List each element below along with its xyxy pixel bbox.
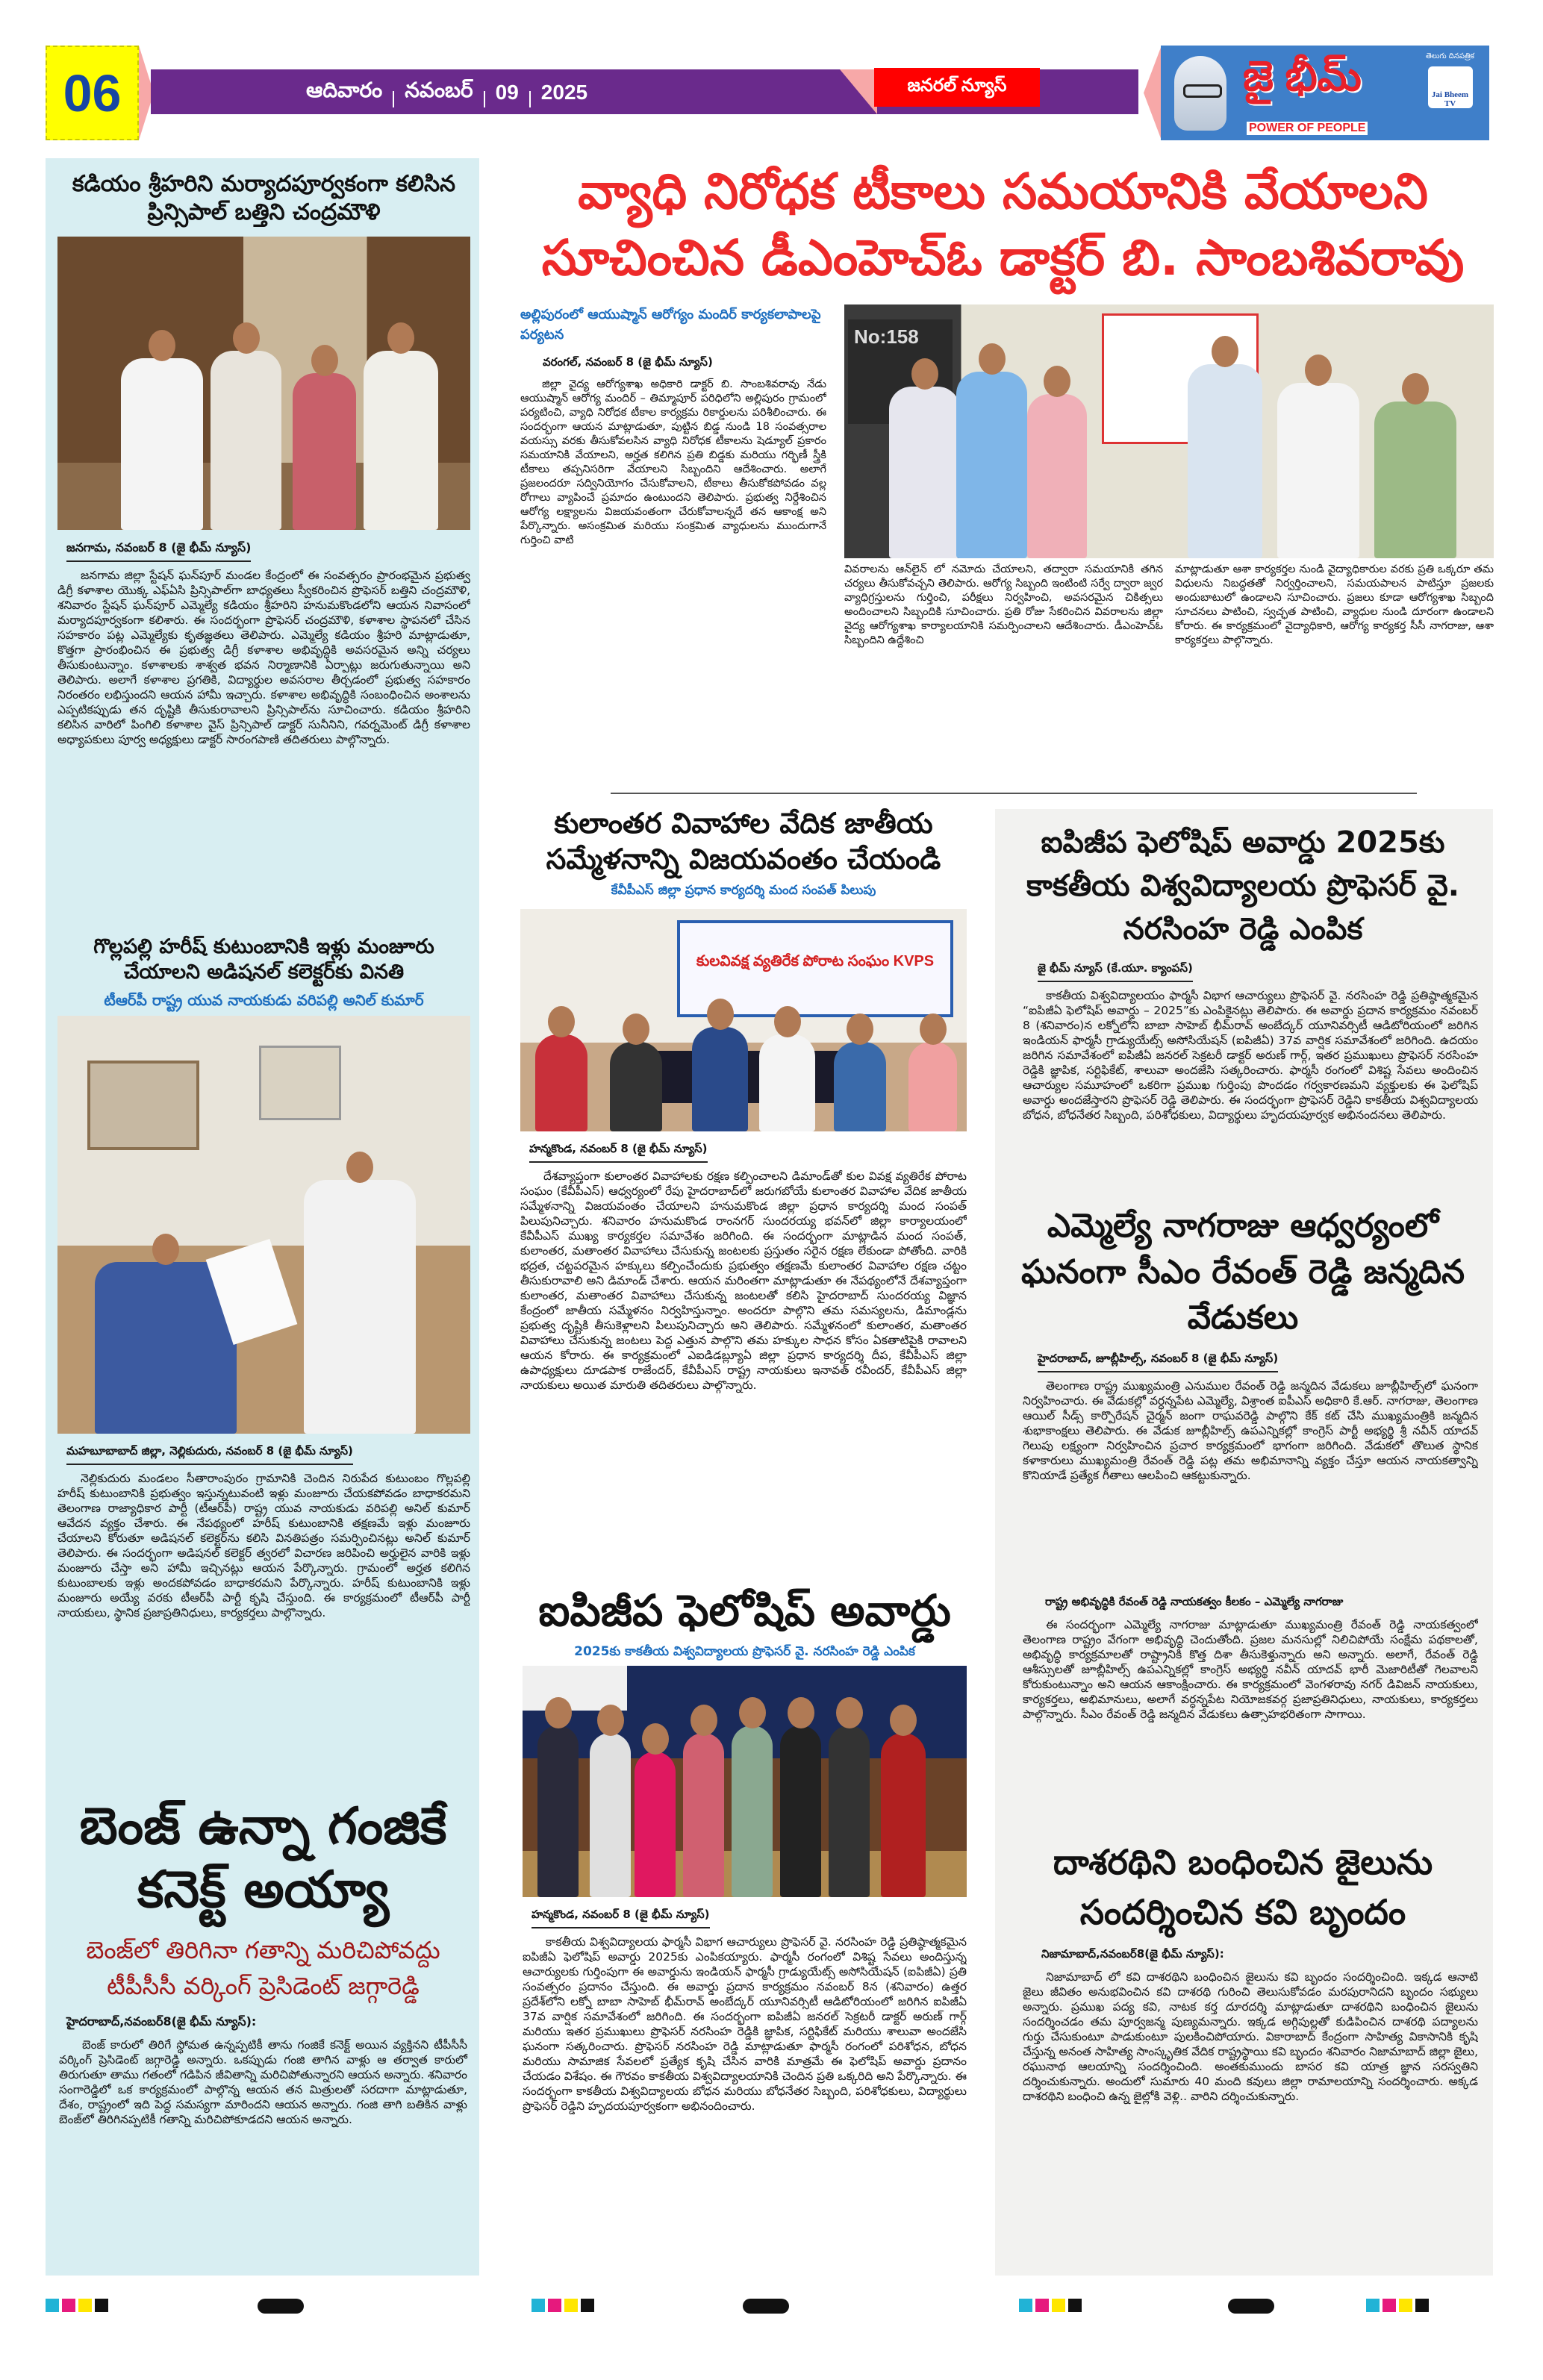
article-paragraph: జిల్లా వైద్య ఆరోగ్యశాఖ అధికారి డాక్టర్ బి. సాంబశివరావు నేడు ఆయుష్మాన్ ఆరోగ్య మందిర్ – తిమ్మాపూర్ పరిధిలోని అల్లిపురం గ్రామంలో పర్యటించి, వ్యాధి నిరోధక టీకాల కార్యక్రమ రికార్డులను పరిశీలించారు. ఈ సందర్భంగా ఆయన మాట్లాడుతూ, పుట్టిన బిడ్డ నుండి 18 సంవత్సరాల వయస్సు వరకు తీసుకోవలసిన వ్యాధి నిరోధక టీకాలను షెడ్యూల్ ప్రకారం సమయానికి వేయాలని, అర్హత కలిగిన ప్రతి బిడ్డకు మరియు గర్భిణీ స్త్రీకి టీకాలు తప్పనిసరిగా వేయాలని సిబ్బందిని ఆదేశించారు. అలాగే ప్రజలందరూ సద్వినియోగం చేసుకోవాలని, టీకాలు తీసుకోకపోవడం వల్ల రోగాలు వ్యాపించే ప్రమాదం ఉంటుందని తెలిపారు. ప్రభుత్వ నిర్దేశించిన ఆరోగ్య లక్ష్యాలను విజయవంతంగా చేరుకోవాలన్నదే తన ఆకాంక్ష అని పేర్కొన్నారు. అసంక్రమిత మరియు సంక్రమిత వ్యాధులను ముందుగానే గుర్తించి వాటి [520, 378, 826, 547]
article-ipga-right [1008, 821, 1478, 1194]
article-paragraph: తెలంగాణ రాష్ట్ర ముఖ్యమంత్రి ఎనుముల రేవంత్ రెడ్డి జన్మదిన వేడుకలు జూబ్లీహిల్స్‌లో ఘనంగా నిర్వహించారు. ఈ వేడుకల్లో వర్ధన్నపేట ఎమ్మెల్యే, విశ్రాంత ఐపీఎస్ అధికారి కే.ఆర్. నాగరాజు, తెలంగాణ ఆయిల్ సీడ్స్ కార్పొరేషన్ చైర్మన్ జంగా రాఘవరెడ్డి పాల్గొని కేక్ కట్ చేసి ముఖ్యమంత్రికి జన్మదిన శుభాకాంక్షలు తెలిపారు. ఈ వేడుక జూబ్లీహిల్స్ ఉపఎన్నికల్లో కాంగ్రెస్ పార్టీ అభ్యర్థి శ్రీ నవీన్ యాదవ్ గెలుపు లక్ష్యంగా నిర్వహించిన ప్రచార కార్యక్రమంలో భాగంగా జరిగింది. వేడుకలో తొలుత స్థానిక కళాకారులు ముఖ్యమంత్రి రేవంత్ రెడ్డి పట్ల తమ అభిమానాన్ని వ్యక్తం చేస్తూ ఆయన నాయకత్వాన్ని కొనియాడే ప్రత్యేక గీతాలు ఆలపించి ఆకట్టుకున్నారు. [1023, 1378, 1478, 1482]
article-subhead: రాష్ట్ర అభివృద్ధికి రేవంత్ రెడ్డి నాయకత్వం కీలకం – ఎమ్మెల్యే నాగరాజు [1045, 1595, 1344, 1609]
article-body [523, 1934, 967, 2267]
article-body [57, 568, 470, 925]
lead-left-column [520, 304, 826, 787]
color-registration-mark [532, 2299, 597, 2315]
registration-pill [258, 2299, 304, 2314]
lead-dateline: వరంగల్, నవంబర్ 8 (జై భీమ్ న్యూస్) [543, 355, 713, 369]
article-photo [57, 1016, 470, 1434]
article-kvps [520, 806, 967, 1575]
logo-side [1418, 51, 1482, 134]
lead-body-col1 [520, 378, 826, 787]
article-paragraph: మాట్లాడుతూ ఆశా కార్యకర్తల నుండి వైద్యాధికారుల వరకు ప్రతి ఒక్కరూ తమ విధులను నిబద్ధతతో నిర్వర్తించాలని, సమయపాలన పాటిస్తూ ప్రజలకు అందుబాటులో ఉండాలని సూచించారు. ప్రజలు కూడా ఆరోగ్యశాఖ సిబ్బంది సూచనలు పాటించి, స్వచ్ఛత పాటించి, వ్యాధుల నుండి దూరంగా ఉండాలని కోరారు. ఈ కార్యక్రమంలో వైద్యాధికారి, ఆరోగ్య కార్యకర్త సీసీ నాగరాజు, ఆశా కార్యకర్తలు పాల్గొన్నారు. [1175, 563, 1494, 647]
article-body [56, 2037, 470, 2267]
article-subhead: టీఆర్‌పీ రాష్ట్ర యువ నాయకుడు వరిపల్లి అనిల్ కుమార్ [104, 990, 424, 1009]
issue-month: నవంబర్ [405, 78, 473, 101]
lead-article [512, 158, 1494, 787]
article-headline: బెంజ్ ఉన్నా గంజికే కనెక్ట్ అయ్యా [79, 1797, 447, 1920]
article-paragraph: నెల్లికుదురు మండలం సీతారాంపురం గ్రామానికి చెందిన నిరుపేద కుటుంబం గొల్లపల్లి హరీష్ కుటుంబానికి ప్రభుత్వం ఇస్తున్నటువంటి ఇళ్లు మంజూరు చేయకపోవడం బాధాకరమని తెలంగాణ రాజ్యాధికార పార్టీ (టీఆర్‌పీ) రాష్ట్ర యువ నాయకుడు వరిపల్లి అనిల్ కుమార్ ఆవేదన వ్యక్తం చేశారు. ఈ నేపథ్యంలో హరీష్ కుటుంబానికి తక్షణమే ఇళ్లు మంజూరు చేయాలని కోరుతూ అడిషనల్ కలెక్టర్‌ను కలిసి వినతిపత్రం సమర్పించినట్లు అనిల్ కుమార్ తెలిపారు. ఈ సందర్భంగా అడిషనల్ కలెక్టర్ త్వరలో విచారణ జరిపించి అర్హులైన వారికి ఇళ్లు మంజూరు చేస్తా అని హామీ ఇచ్చినట్లు ఆయన పేర్కొన్నారు. గ్రామంలో అర్హత కలిగిన కుటుంబాలకు ఇళ్లు అందకపోవడం బాధాకరమని పేర్కొన్నారు. హరీష్ కుటుంబానికి ఇళ్లు మంజూరు అయ్యే వరకు టీఆర్‌పీ పార్టీ కృషి చేస్తుంది. ఈ కార్యక్రమంలో టీఆర్‌పీ పార్టీ నాయకులు, స్థానిక ప్రజాప్రతినిధులు, కార్యకర్తలు పాల్గొన్నారు. [57, 1471, 470, 1620]
article-body [520, 1169, 967, 1575]
article-photo [523, 1666, 967, 1897]
article-body [57, 1471, 470, 1786]
issue-date [306, 72, 587, 113]
issue-year: 2025 [540, 81, 588, 104]
logo-tagline: POWER OF PEOPLE [1247, 122, 1368, 135]
article-dateline: జనగామ, నవంబర్ 8 (జై భీమ్ న్యూస్) [66, 540, 251, 562]
article-paragraph: దేశవ్యాప్తంగా కులాంతర వివాహాలకు రక్షణ కల్పించాలని డిమాండ్‌తో కుల వివక్ష వ్యతిరేక పోరాట సంఘం (కేవీపీఎస్) ఆధ్వర్యంలో రేపు హైదరాబాద్‌లో జరుగబోయే కులాంతర వివాహాల వేదిక జాతీయ సమ్మేళనాన్ని విజయవంతం చేయాలని హనుమకొండ జిల్లా ప్రధాన కార్యదర్శి మంద సంపత్ పిలుపునిచ్చారు. శనివారం హనుమకొండ రాంనగర్ సుందరయ్య భవన్‌లో జిల్లా కార్యాలయంలో కేవీపీఎస్ ముఖ్య కార్యకర్తల సమావేశం జరిగింది. ఈ సందర్భంగా మాట్లాడిన మంద సంపత్, కులాంతర, మతాంతర వివాహాలు చేసుకున్న జంటలకు ప్రస్తుతం సరైన రక్షణ లేకుండా పోతోంది. వారికి భద్రత, చట్టపరమైన హక్కులు కల్పించేందుకు ప్రభుత్వం తక్షణమే కులాంతర వివాహాల రక్షణ చట్టం తీసుకురావాలి అని డిమాండ్ చేశారు. ఆయన మరింతగా మాట్లాడుతూ ఈ నేపథ్యంలోనే దేశవ్యాప్తంగా కులాంతర, మతాంతర వివాహాలు చేసుకున్న జంటలతో కలిసి హైదరాబాద్ సుందరయ్య విజ్ఞాన కేంద్రంలో జాతీయ సమ్మేళనం నిర్వహిస్తున్నాం. అందరూ పాల్గొని తమ సమస్యలను, డిమాండ్లను ప్రభుత్వ దృష్టికి తీసుకెళ్లాలని పిలుపునిచ్చారు అని తెలిపారు. సమ్మేళనంలో కులాంతర, మతాంతర వివాహాలు చేసుకున్న జంటలు పెద్ద ఎత్తున పాల్గొని తమ హక్కుల సాధన కోసం ఏకతాటిపైకి రావాలని ఆయన కోరారు. ఈ కార్యక్రమంలో ఎఐడిడబ్ల్యూఏ జిల్లా ప్రధాన కార్యదర్శి దీప, కేవీపీఎస్ జిల్లా ఉపాధ్యక్షులు దూడపాక రాజేందర్, కేవీపీఎస్ రాష్ట్ర నాయకులు ఇనావత్ రవీందర్, కేవీపీఎస్ జిల్లా నాయకులు అయిత మారుతి తదితరులు పాల్గొన్నారు. [520, 1169, 967, 1393]
article-dateline: నిజామాబాద్,నవంబర్8(జై భీమ్ న్యూస్): [1041, 1947, 1224, 1961]
article-body [1008, 988, 1478, 1194]
article-dateline: హైదరాబాద్, జూబ్లీహిల్స్, నవంబర్ 8 (జై భీమ్ న్యూస్) [1038, 1352, 1278, 1372]
article-dateline: హన్మకొండ, నవంబర్ 8 (జై భీమ్ న్యూస్) [532, 1908, 710, 1928]
tv-logo: Jai Bheem TV [1428, 66, 1473, 108]
issue-day: ఆదివారం [306, 78, 383, 101]
article-headline: ఎమ్మెల్యే నాగరాజు ఆధ్వర్యంలో ఘనంగా సీఎం రేవంత్ రెడ్డి జన్మదిన వేడుకలు [1021, 1207, 1465, 1337]
registration-pill [1228, 2299, 1274, 2314]
article-kadiyam [57, 170, 470, 925]
article-body [1008, 1378, 1478, 1590]
lead-right-area [844, 304, 1494, 787]
page-number: 06 [46, 46, 139, 140]
article-headline: ఐపిజీప ఫెలోషిప్ అవార్డు [538, 1585, 951, 1636]
article-paragraph: కాకతీయ విశ్వవిద్యాలయం ఫార్మసీ విభాగ ఆచార్యులు ప్రొఫెసర్ వై. నరసింహ రెడ్డి ప్రతిష్ఠాత్మకమైన “ఐపిజీఏ ఫెలోషిప్ అవార్డు – 2025”కు ఎంపికైనట్లు తెలిపారు. ఈ అవార్డు ప్రదాన కార్యక్రమం నవంబర్ 8 (శనివారం)న లక్నోలోని బాబా సాహెబ్ భీమ్‌రావ్ అంబేద్కర్ యూనివర్సిటీ ఆడిటోరియంలో జరిగిన ఇండియన్ ఫార్మసీ గ్రాడ్యుయేట్స్ అసోసియేషన్ (ఐపిజీఏ) 37వ వార్షిక సమావేశంలో జరిగింది. ఉదయం జరిగిన సమావేశంలో ఐపిజీఏ జనరల్ సెక్రటరీ డాక్టర్ అరుణ్ గార్గ్, ఇతర ప్రముఖులు ప్రొఫెసర్ నరసింహ రెడ్డికి జ్ఞాపిక, సర్టిఫికేట్, శాలువా అందజేసి సత్కరించారు. ఫార్మసీ రంగంలో విశిష్ట సేవలు అందించిన ఆచార్యుల సమూహంలో ఒకరిగా ప్రముఖ గుర్తింపు పొందడం గర్వకారణమని వ్యక్తులకు ఈ ఫెలోషిప్ అవార్డు అందజేస్తారని ప్రొఫెసర్ రెడ్డి తెలిపారు. ఈ సందర్భంగా ప్రొఫెసర్ రెడ్డిని కాకతీయ విశ్వవిద్యాలయ బోధన, బోధనేతర సిబ్బంది, పరిశోధకులు, విద్యార్థులు హృదయపూర్వక అభినందనలు తెలిపారు. [1023, 989, 1478, 1122]
logo-subtitle: తెలుగు దినపత్రిక [1425, 52, 1475, 60]
lead-body-col2 [844, 563, 1163, 787]
article-subhead: కేవీపీఎస్ జిల్లా ప్రధాన కార్యదర్శి మంద సంపత్ పిలుపు [611, 883, 876, 898]
article-dateline: మహబూబాబాద్ జిల్లా, నెల్లికుదురు, నవంబర్ 8 (జై భీమ్ న్యూస్) [66, 1444, 353, 1465]
article-paragraph: బెంజ్ కారులో తిరిగే స్థోమత ఉన్నప్పటికీ తాను గంజికే కనెక్ట్ అయిన వ్యక్తినని టీపీసీసీ వర్కింగ్ ప్రెసిడెంట్ జగ్గారెడ్డి అన్నారు. ఒకప్పుడు గంజి తాగిన వాళ్లు ఆ తర్వాత కారులో తిరుగుతూ తాము గతంలో గడిపిన జీవితాన్ని మరిచిపోతున్నారని ఆయన అన్నారు. శనివారం సంగారెడ్డిలో ఒక కార్యక్రమంలో పాల్గొన్న ఆయన తన మిత్రులతో సరదాగా మాట్లాడుతూ, దేశం, రాష్ట్రంలో ఇది పెద్ద సమస్యగా మారిందని ఆయన అన్నారు. గంజి తాగి బతికిన వాళ్లు బెంజ్‌లో తిరిగినప్పటికీ గతాన్ని మరిచిపోకూడదని ఆయన అన్నారు. [59, 2038, 467, 2126]
article-headline: గొల్లపల్లి హరీష్ కుటుంబానికి ఇళ్లు మంజూరు చేయాలని అడిషనల్ కలెక్టర్‌కు వినతి [93, 935, 434, 984]
article-paragraph: ఈ సందర్భంగా ఎమ్మెల్యే నాగరాజు మాట్లాడుతూ ముఖ్యమంత్రి రేవంత్ రెడ్డి నాయకత్వంలో తెలంగాణ రాష్ట్రం వేగంగా అభివృద్ధి చెందుతోంది. ప్రజల మనసుల్లో నిలిచిపోయే సంక్షేమ పథకాలతో, అభివృద్ధి కార్యక్రమాలతో రాష్ట్రానికి కొత్త దిశా తీసుకెళ్తున్నారు అని అన్నారు. అలాగే, రేవంత్ రెడ్డి ఆశీస్సులతో జూబ్లీహిల్స్ ఉపఎన్నికల్లో కాంగ్రెస్ అభ్యర్థి నవీన్ యాదవ్ భారీ మెజారిటీతో గెలవాలని కోరుకుంటున్నాం అని ఆయన ఆకాంక్షించారు. ఈ కార్యక్రమంలో వెంగళరావు నగర్ డివిజన్ నాయకులు, కార్యకర్తలు, అభిమానులు, అలాగే వర్ధన్నపేట నియోజకవర్గ ప్రజాప్రతినిధులు, నాయకులు, కార్యకర్తలు పాల్గొన్నారు. సీఎం రేవంత్ రెడ్డి జన్మదిన వేడుకలు ఉత్సాహభరితంగా సాగాయి. [1023, 1618, 1478, 1722]
lead-subhead: అల్లిపురంలో ఆయుష్మాన్ ఆరోగ్యం మందిర్ కార్యకలాపాలపై పర్యటన [520, 307, 821, 343]
registration-pill [743, 2299, 789, 2314]
portrait-icon [1174, 56, 1226, 131]
article-body [1008, 1970, 1478, 2267]
divider [611, 793, 1417, 794]
article-harish [57, 934, 470, 1785]
logo-name: జై భీమ్ [1243, 52, 1362, 99]
color-registration-mark [1019, 2299, 1085, 2315]
article-paragraph: జనగామ జిల్లా స్టేషన్ ఘన్‌పూర్ మండల కేంద్రంలో ఈ సంవత్సరం ప్రారంభమైన ప్రభుత్వ డిగ్రీ కళాశాల యొక్క ఎఫ్ఏసి ప్రిన్సిపాల్‌గా బాధ్యతలు స్వీకరించిన ప్రొఫెసర్ బత్తిని చంద్రమౌళి, శనివారం స్టేషన్ ఘన్‌పూర్ ఎమ్మెల్యే కడియం శ్రీహరిని హనుమకొండలోని ఆయన నివాసంలో మర్యాదపూర్వకంగా కలిశారు. ఈ సందర్భంగా ప్రొఫెసర్ చంద్రమౌళి, కళాశాల స్థాపనలో చేసిన సహకారం పట్ల ఎమ్మెల్యేకు కృతజ్ఞతలు తెలిపారు. ఎమ్మెల్యే కడియం శ్రీహరి మాట్లాడుతూ, కొత్తగా ప్రారంభించిన ఈ ప్రభుత్వ డిగ్రీ కళాశాల అభివృద్ధికి అవసరమైన అన్ని చర్యలు తీసుకుంటున్నాం. కళాశాలకు శాశ్వత భవన నిర్మాణానికి ఏర్పాట్లు జరుగుతున్నాయి అని తెలిపారు. అలాగే కళాశాల ప్రగతికి, విద్యార్థుల అవసరాల తీర్చడంలో ప్రభుత్వ సహకారం నిరంతరం లభిస్తుందని ఆయన హామీ ఇచ్చారు. కళాశాల అభివృద్ధికి సంబంధించిన అంశాలను ఎప్పటికప్పుడు తన దృష్టికి తీసుకురావాలని ప్రిన్సిపాల్‌ను సూచించారు. కడియం శ్రీహరిని కలిసిన వారిలో పింగిలి కళాశాల వైస్ ప్రిన్సిపాల్ డాక్టర్ సునీనిని, గవర్నమెంట్ డిగ్రీ కళాశాల అధ్యాపకులు పూర్వ అధ్యక్షులు డాక్టర్ సారంగపాణి తదితరులు పాల్గొన్నారు. [57, 569, 470, 746]
article-paragraph: వివరాలను ఆన్‌లైన్ లో నమోదు చేయాలని, తద్వారా సమయానికి తగిన చర్యలు తీసుకోవచ్చని తెలిపారు. ఆరోగ్య సిబ్బంది ఇంటింటి సర్వే ద్వారా జ్వర వ్యాధిగ్రస్తులను గుర్తించి, పరీక్షలు నిర్వహించి, అవసరమైన చికిత్సలు అందించాలని సిబ్బందికి సూచించారు. ప్రతి రోజు సేకరించిన వివరాలను జిల్లా వైద్య ఆరోగ్యశాఖ కార్యాలయానికి సమర్పించాలని ఆదేశించారు. డీఎంహెచ్ఓ సిబ్బందిని ఉద్దేశించి [844, 563, 1163, 647]
lead-body-col3 [1175, 563, 1494, 787]
article-subhead: 2025కు కాకతీయ విశ్వవిద్యాలయ ప్రొఫెసర్ వై. నరసింహ రెడ్డి ఎంపిక [574, 1643, 915, 1659]
article-body [1008, 1617, 1478, 1828]
article-dateline: హన్మకొండ, నవంబర్ 8 (జై భీమ్ న్యూస్) [529, 1142, 708, 1163]
article-revanth [1008, 1203, 1478, 1828]
article-photo [520, 909, 967, 1131]
lead-headline: వ్యాధి నిరోధక టీకాలు సమయానికి వేయాలని సూచించిన డీఎంహెచ్ఓ డాక్టర్ బి. సాంబశివరావు [541, 163, 1465, 287]
article-headline: కడియం శ్రీహరిని మర్యాదపూర్వకంగా కలిసిన ప్రిన్సిపాల్ బత్తిని చంద్రమౌళి [72, 171, 456, 225]
article-dasarathi [1008, 1837, 1478, 2267]
color-registration-mark [46, 2299, 111, 2315]
color-registration-mark [1366, 2299, 1432, 2315]
issue-date-number: 09 [495, 81, 519, 104]
article-subhead: బెంజ్‌లో తిరిగినా గతాన్ని మరిచిపోవద్దు టీపీసీసీ వర్కింగ్ ప్రెసిడెంట్ జగ్గారెడ్డి [86, 1936, 440, 2000]
article-paragraph: నిజామాబాద్ లో కవి దాశరథిని బంధించిన జైలును కవి బృందం సందర్శించింది. ఇక్కడ ఆనాటి జైలు జీవితం అనుభవించిన కవి దాశరథి గురించి తెలుసుకోవడం మరపురానిదని బృందం సభ్యులు అన్నారు. ప్రముఖ పద్య కవి, నాటక కర్త దూరదర్శి మాట్లాడుతూ దాశరథిని బంధించిన జైలును సందర్శించడం తమ పూర్వజన్మ పుణ్యమన్నారు. ఇక్కడ అగ్గిపుల్లతో కుడిపించిన దాశరథి పద్యాలను గుర్తు చేసుకుంటూ పాడుకుంటూ పులకించిపోయారు. వికారాబాద్ కేంద్రంగా సాహిత్య వికాసానికి కృషి చేస్తున్న అనంత సాహిత్య సాంస్కృతిక వేదిక రాష్ట్రస్థాయి కవి బృందం శనివారం నిజామాబాద్ జిల్లా జైలు, రఘునాథ ఆలయాన్ని సందర్శించింది. అంతకుముందు బాసర కవి యాత్ర జ్ఞాన సరస్వతిని దర్శించుకున్నారు. అందులో సుమారు 40 మంది కవులు జిల్లా రామాలయాన్ని సందర్శించారు. అక్కడ దాశరథిని బంధించి ఉన్న జైల్లోకి వెళ్లి.. వారిని దర్శించుకున్నారు. [1023, 1970, 1478, 2104]
logo-decoration [1144, 46, 1162, 140]
article-ipga-middle [523, 1584, 967, 2267]
lead-photo: No:158 [844, 304, 1494, 558]
article-dateline: హైదరాబాద్,నవంబర్8(జై భీమ్ న్యూస్): [66, 2014, 257, 2028]
article-dateline: జై భీమ్ న్యూస్ (కే.యూ. క్యాంపస్) [1038, 961, 1193, 982]
lead-text-columns [844, 563, 1494, 787]
article-paragraph: కాకతీయ విశ్వవిద్యాలయ ఫార్మసీ విభాగ ఆచార్యులు ప్రొఫెసర్ వై. నరసింహ రెడ్డి ప్రతిష్ఠాత్మకమైన ఐపిజీఏ ఫెలోషిప్ అవార్డు 2025కు ఎంపికయ్యారు. ఫార్మసీ రంగంలో విశిష్ట సేవలు అందిస్తున్న ఆచార్యులకు గుర్తింపుగా ఈ అవార్డును ఇండియన్ ఫార్మసీ గ్రాడ్యుయేట్స్ అసోసియేషన్ (ఐపిజీఏ) ప్రతి సంవత్సరం ప్రదానం చేస్తుంది. ఈ అవార్డు ప్రదాన కార్యక్రమం నవంబర్ 8న (శనివారం) ఉత్తర ప్రదేశ్‌లోని లక్నో బాబా సాహెబ్ భీమ్‌రావ్ అంబేద్కర్ యూనివర్సిటీ ఆడిటోరియంలో జరిగిన ఐపిజీఏ 37వ వార్షిక సమావేశంలో జరిగింది. ఈ సందర్భంగా ఐపిజీఏ జనరల్ సెక్రటరీ డాక్టర్ అరుణ్ గార్గ్ మరియు ఇతర ప్రముఖులు ప్రొఫెసర్ నరసింహ రెడ్డికి జ్ఞాపిక, సర్టిఫికేట్ మరియు శాలువా అందజేసి ఘనంగా సత్కరించారు. ప్రొఫెసర్ నరసింహ రెడ్డి మాట్లాడుతూ ఫార్మసీ రంగంలో పరిశోధన, బోధన మరియు సామాజిక సేవలలో ప్రత్యేక కృషి చేసిన వారికి మాత్రమే ఈ ఫెలోషిప్ అవార్డు ప్రదానం చేయడం విశేషం. ఈ గౌరవం కాకతీయ విశ్వవిద్యాలయానికి చెందిన ప్రతి ఒక్కరిది అని పేర్కొన్నారు. ఈ సందర్భంగా కాకతీయ విశ్వవిద్యాలయ బోధన మరియు బోధనేతర సిబ్బంది, పరిశోధకులు, విద్యార్థులు ప్రొఫెసర్ రెడ్డిని హృదయపూర్వకంగా అభినందించారు. [523, 1934, 967, 2113]
banner-text: కులవివక్ష వ్యతిరేక పోరాట సంఘం KVPS [696, 953, 935, 970]
article-headline: దాశరథిని బంధించిన జైలును సందర్శించిన కవి బృందం [1053, 1842, 1433, 1932]
article-photo [57, 237, 470, 530]
section-label: జనరల్ న్యూస్ [874, 68, 1040, 107]
article-headline: కులాంతర వివాహాల వేదిక జాతీయ సమ్మేళనాన్ని విజయవంతం చేయండి [546, 807, 941, 875]
article-jaggareddy [56, 1795, 470, 2267]
lead-content [512, 304, 1494, 787]
article-headline: ఐపిజీప ఫెలోషిప్ అవార్డు 2025కు కాకతీయ విశ్వవిద్యాలయ ప్రొఫెసర్ వై. నరసింహ రెడ్డి ఎంపిక [1026, 825, 1459, 946]
masthead-logo [1161, 46, 1489, 140]
